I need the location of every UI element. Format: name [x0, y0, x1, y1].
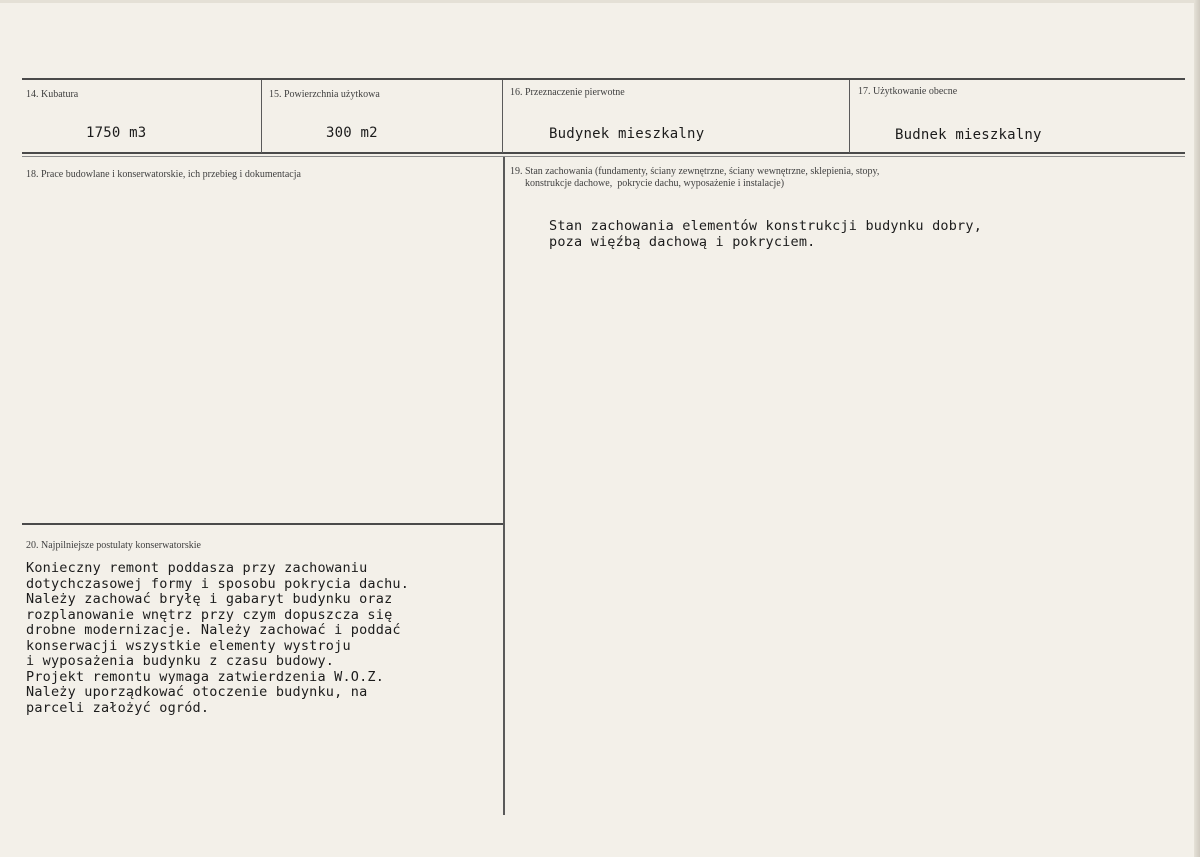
postulaty-text-line: drobne modernizacje. Należy zachować i poddać [26, 622, 401, 638]
label-postulaty: 20. Najpilniejsze postulaty konserwatorskie [26, 540, 201, 551]
stan-text [549, 219, 982, 250]
postulaty-text-line: Należy zachować bryłę i gabaryt budynku oraz [26, 591, 393, 607]
label-stan-line-2: konstrukcje dachowe, pokrycie dachu, wyposażenie i instalacje) [510, 178, 785, 189]
label-przeznaczenie: 16. Przeznaczenie pierwotne [510, 87, 625, 98]
label-kubatura: 14. Kubatura [26, 89, 79, 100]
postulaty-text-line: rozplanowanie wnętrz przy czym dopuszcza się [26, 606, 393, 623]
postulaty-text-line: dotychczasowej formy i sposobu pokrycia dachu. [26, 575, 410, 592]
postulaty-text-line: parceli założyć ogród. [26, 699, 210, 716]
stan-text-line: Stan zachowania elementów konstrukcji budynku dobry, [549, 218, 983, 234]
divider-main [503, 157, 505, 815]
card-edge-right [1194, 0, 1200, 857]
rule-row1-bottom [22, 152, 1185, 154]
label-uzytkowanie: 17. Użytkowanie obecne [858, 86, 958, 97]
rule-left-split [22, 523, 503, 525]
value-kubatura: 1750 m3 [86, 125, 147, 141]
rule-top [22, 78, 1185, 80]
label-stan-line-1: 19. Stan zachowania (fundamenty, ściany zewnętrzne, ściany wewnętrzne, sklepienia, stopy, [510, 166, 880, 177]
value-przeznaczenie: Budynek mieszkalny [549, 126, 705, 142]
postulaty-text [26, 561, 409, 716]
postulaty-text-line: konserwacji wszystkie elementy wystroju [26, 637, 351, 654]
label-prace: 18. Prace budowlane i konserwatorskie, ich przebieg i dokumentacja [26, 169, 301, 180]
value-powierzchnia: 300 m2 [326, 125, 378, 141]
rule-row1-bottom-inner [22, 156, 1185, 157]
card-edge-top [0, 0, 1200, 3]
label-powierzchnia: 15. Powierzchnia użytkowa [269, 89, 380, 100]
value-uzytkowanie: Budnek mieszkalny [895, 127, 1042, 143]
postulaty-text-line: Projekt remontu wymaga zatwierdzenia W.O.Z. [26, 668, 385, 685]
divider-15-16 [502, 80, 503, 153]
postulaty-text-line: i wyposażenia budynku z czasu budowy. [26, 653, 335, 669]
divider-14-15 [261, 80, 262, 153]
divider-16-17 [849, 80, 850, 153]
stan-text-line: poza więźbą dachową i pokryciem. [549, 233, 816, 250]
postulaty-text-line: Należy uporządkować otoczenie budynku, na [26, 684, 368, 700]
postulaty-text-line: Konieczny remont poddasza przy zachowaniu [26, 560, 368, 576]
